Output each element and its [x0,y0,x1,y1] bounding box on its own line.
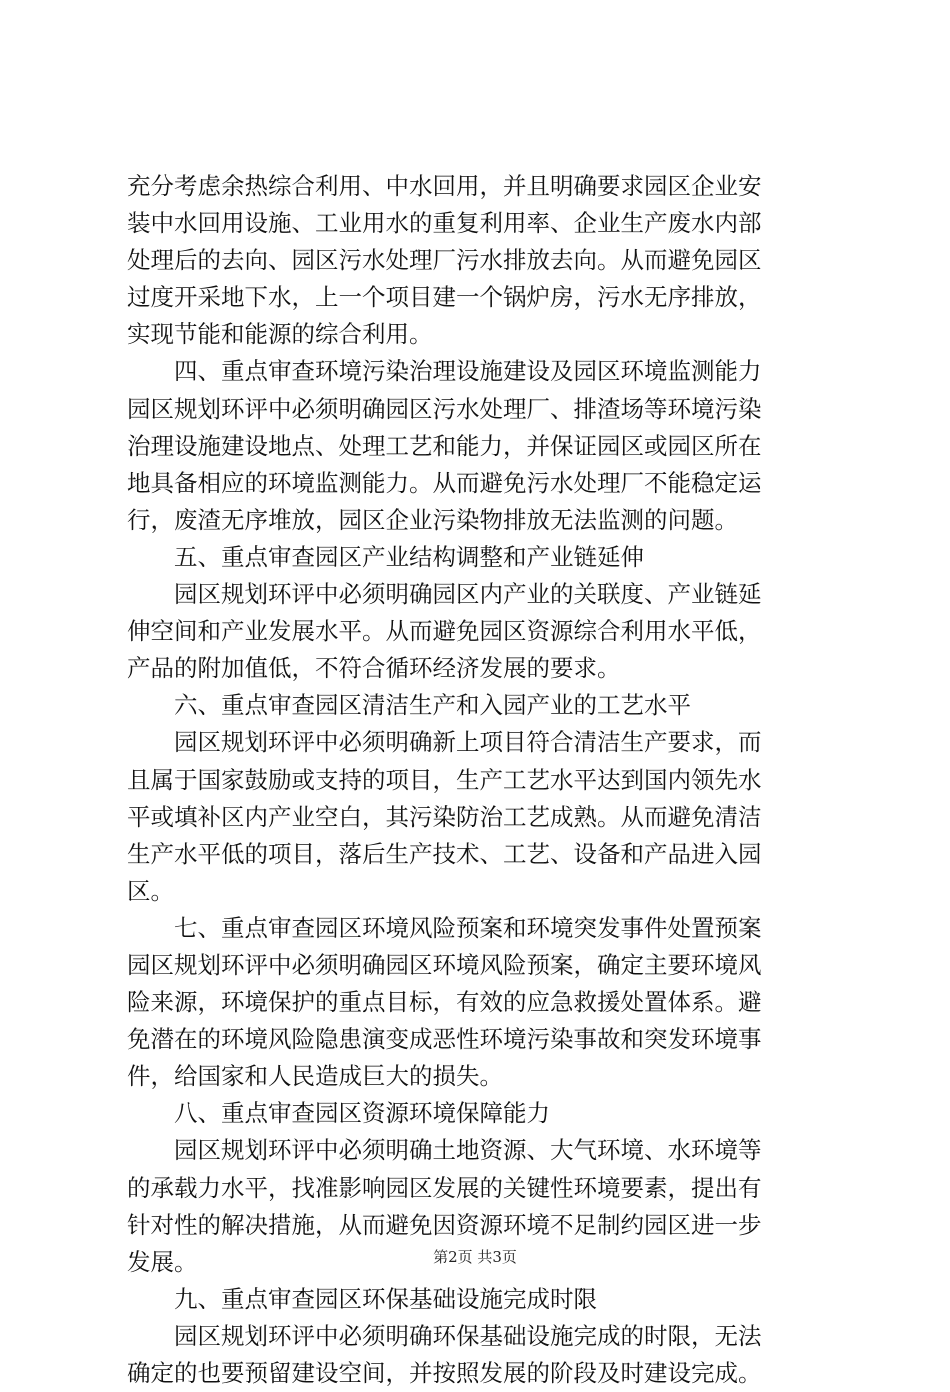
page-number-footer: 第2页 共3页 [433,1248,517,1266]
text-line: 生产水平低的项目，落后生产技术、工艺、设备和产品进入园 [127,839,762,868]
document-body [127,168,829,1392]
text-line: 平或填补区内产业空白，其污染防治工艺成熟。从而避免清洁 [127,802,762,831]
text-line: 行，废渣无序堆放，园区企业污染物排放无法监测的问题。 [127,505,738,534]
text-line: 园区规划环评中必须明确园区环境风险预案，确定主要环境风 [127,950,762,979]
text-line: 险来源，环境保护的重点目标，有效的应急救援处置体系。避 [127,988,762,1017]
text-line: 针对性的解决措施，从而避免因资源环境不足制约园区进一步 [127,1210,762,1239]
text-line: 实现节能和能源的综合利用。 [127,320,433,349]
text-line: 伸空间和产业发展水平。从而避免园区资源综合利用水平低， [127,617,762,646]
text-line: 八、重点审查园区资源环境保障能力 [174,1099,550,1128]
text-line: 处理后的去向、园区污水处理厂污水排放去向。从而避免园区 [127,246,762,275]
text-line: 四、重点审查环境污染治理设施建设及园区环境监测能力 [174,357,762,386]
text-line: 发展。 [127,1247,198,1276]
text-line: 过度开采地下水，上一个项目建一个锅炉房，污水无序排放， [127,283,762,312]
text-line: 且属于国家鼓励或支持的项目，生产工艺水平达到国内领先水 [127,765,762,794]
text-line: 装中水回用设施、工业用水的重复利用率、企业生产废水内部 [127,209,762,238]
text-line: 免潜在的环境风险隐患演变成恶性环境污染事故和突发环境事 [127,1025,762,1054]
text-line: 园区规划环评中必须明确园区内产业的关联度、产业链延 [174,580,762,609]
text-line: 件，给国家和人民造成巨大的损失。 [127,1062,503,1091]
text-line: 园区规划环评中必须明确环保基础设施完成的时限，无法 [174,1321,762,1350]
text-line: 园区规划环评中必须明确新上项目符合清洁生产要求，而 [174,728,762,757]
text-line: 地具备相应的环境监测能力。从而避免污水处理厂不能稳定运 [127,468,762,497]
text-line: 五、重点审查园区产业结构调整和产业链延伸 [174,542,644,571]
text-line: 六、重点审查园区清洁生产和入园产业的工艺水平 [174,691,691,720]
text-line: 七、重点审查园区环境风险预案和环境突发事件处置预案 [174,913,762,942]
text-line: 园区规划环评中必须明确园区污水处理厂、排渣场等环境污染 [127,394,762,423]
text-line: 区。 [127,876,174,905]
text-line: 的承载力水平，找准影响园区发展的关键性环境要素，提出有 [127,1173,762,1202]
text-line: 九、重点审查园区环保基础设施完成时限 [174,1284,597,1313]
text-line: 确定的也要预留建设空间，并按照发展的阶段及时建设完成。 [127,1359,762,1387]
text-line: 产品的附加值低，不符合循环经济发展的要求。 [127,654,621,683]
text-line: 充分考虑余热综合利用、中水回用，并且明确要求园区企业安 [127,172,762,200]
text-line: 治理设施建设地点、处理工艺和能力，并保证园区或园区所在 [127,431,762,460]
text-line: 园区规划环评中必须明确土地资源、大气环境、水环境等 [174,1136,762,1165]
